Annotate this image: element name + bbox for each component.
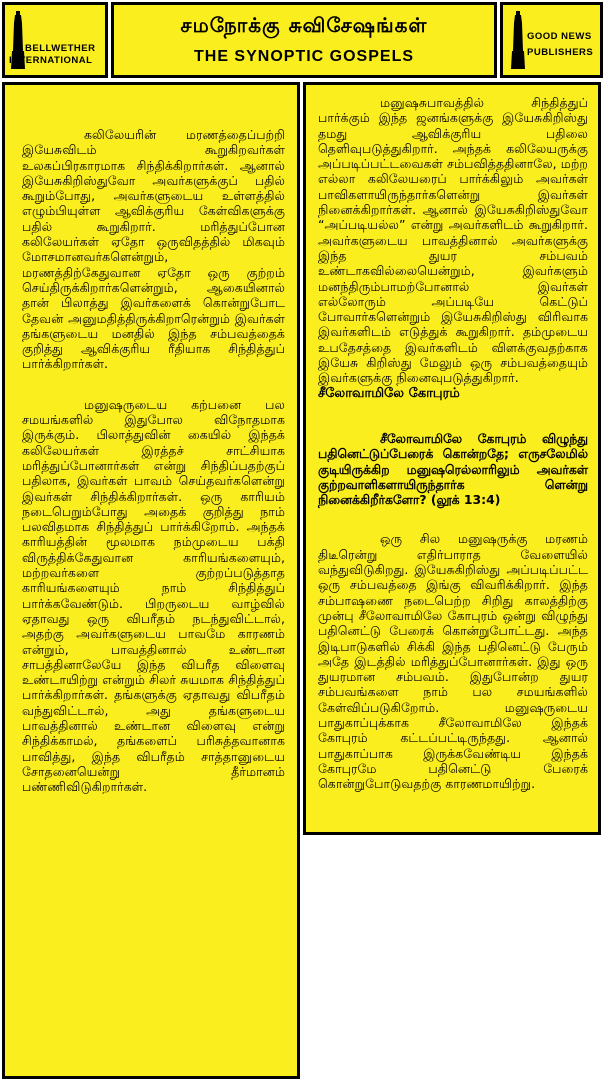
good-news-line2: PUBLISHERS [527, 47, 594, 58]
paragraph: மனுஷசுபாவத்தில் சிந்தித்துப் பார்க்கும் இந்த ஜனங்களுக்கு இயேசுகிறிஸ்து தமது ஆவிக்குரிய பதிலை தெளிவுபடுத்துகிறார். அந்தக் கலிலேயருக்கு அப்படிப்பட்டவைகள் சம்பவித்ததினாலே, மற்ற எல்லா கலிலேயரைப் பார்க்கிலும் அவர்கள் பாவிகளாயிருந்தார்களென்று இவர்கள் நினைக்கிறார்கள். ஆனால் இயேசுகிறிஸ்துவோ “அப்படியல்ல” என்று அவர்களிடம் கூறுகிறார். அவர்களுடைய பாவத்தினால் அவர்களுக்கு இந்த துயர சம்பவம் உண்டாகவில்லையென்றும், இவர்களும் மனந்திரும்பாமற்போனால் இவர்கள் எல்லோரும் அப்படியே கெட்டுப் போவார்களென்றும் இயேசுகிறிஸ்து விரிவாக இவர்களிடம் எடுத்துக் கூறுகிறார். தம்முடைய உபதேசத்தை இவர்களிடம் விளக்குவதற்காக இயேசு கிறிஸ்து மேலும் ஒரு சம்பவத்தையும் இவர்களுக்கு நினைவுபடுத்துகிறார். [318, 95, 588, 386]
bellwether-line2: INTERNATIONAL [9, 55, 93, 66]
tower-icon [511, 11, 525, 69]
title-box [111, 2, 497, 78]
bellwether-line1: BELLWETHER [25, 43, 96, 54]
right-column [303, 82, 601, 835]
page-title-tamil: சமநோக்கு சுவிசேஷங்கள் [180, 13, 428, 37]
right-column-text [306, 85, 598, 791]
left-column-text [5, 85, 297, 794]
paragraph: ஒரு சில மனுஷருக்கு மரணம் திடீரென்று எதிர்பாராத வேளையில் வந்துவிடுகிறது. இயேசுகிறிஸ்து அப்படிப்பட்ட ஒரு சம்பவத்தை இங்கு விவரிக்கிறார். இந்த சம்பாஷணை நடைபெற்ற சிறிது காலத்திற்கு முன்பு சீலோவாமிலே கோபுரம் ஒன்று விழுந்து பதினெட்டு பேரைக் கொன்றுபோட்டது. அந்த இடிபாடுகளில் சிக்கி இந்த பதினெட்டு பேரும் அதே இடத்தில் மரித்துப்போனார்கள். இது ஒரு துயரமான சம்பவம். இதுபோன்ற துயர சம்பவங்களை நாம் பல சமயங்களில் கேள்விப்படுகிறோம். மனுஷருடைய பாதுகாப்புக்காக சீலோவாமிலே இந்தக் கோபுரம் கட்டப்பட்டிருந்தது. ஆனால் பாதுகாப்பாக இருக்கவேண்டிய இந்தக் கோபுரமே பதினெட்டு பேரைக் கொன்றுபோடுவதற்கு காரணமாயிற்று. [318, 531, 588, 792]
paragraph: கலிலேயரின் மரணத்தைப்பற்றி இயேசுவிடம் கூறுகிறவர்கள் உலகப்பிரகாரமாக சிந்திக்கிறார்கள். ஆனால் இயேசுகிறிஸ்துவோ அவர்களுக்குப் பதில் கூறும்போது, அவர்களுடைய உள்ளத்தில் எழும்பியுள்ள ஆவிக்குரிய கேள்விகளுக்கு பதில் கூறுகிறார். மரித்துப்போன கலிலேயர்கள் ஏதோ ஒருவிதத்தில் மிகவும் மோசமானவர்களென்றும், மரணத்திற்கேதுவான ஏதோ ஒரு குற்றம் செய்திருக்கிறார்களென்றும், ஆகையினால் தான் பிலாத்து இவர்களைக் கொன்றுபோட தேவன் அனுமதித்திருக்கிறாரென்றும் இவர்கள் தங்களுடைய மனதில் இந்த சம்பவத்தைக் குறித்து ஆவிக்குரிய ரீதியாக சிந்தித்துப் பார்க்கிறார்கள். [22, 127, 285, 372]
page-title-english: THE SYNOPTIC GOSPELS [193, 48, 415, 65]
paragraph: மனுஷருடைய கற்பனை பல சமயங்களில் இதுபோல விநோதமாக இருக்கும். பிலாத்துவின் கையில் இந்தக் கலிலேயர்கள் இரத்தச் சாட்சியாக மரித்துப்போனார்கள் என்று சிந்திப்பதற்குப் பதிலாக, இவர்கள் பாவம் செய்தவர்களென்று இவர்கள் சிந்திக்கிறார்கள். ஒரு காரியம் நடைபெறும்போது அதைக் குறித்து நாம் பலவிதமாக சிந்தித்துப் பார்க்கிறோம். அந்தக் காரியத்தின் மூலமாக நம்முடைய பக்தி விருத்திக்கேதுவான காரியங்களையும், மற்றவர்களை குற்றப்படுத்தாத காரியங்களையும் நாம் சிந்தித்துப் பார்க்கவேண்டும். பிறருடைய வாழ்வில் ஏதாவது ஒரு விபரீதம் நடந்துவிட்டால், அதற்கு அவர்களுடைய பாவமே காரணம் என்றும், பாவத்தினால் உண்டான சாபத்தினாலேயே இந்த விபரீத விளைவு உண்டாயிற்று என்றும் சிலர் சுயமாக சிந்தித்துப் பார்க்கிறார்கள். தங்களுக்கு ஏதாவது விபரீதம் வந்துவிட்டால், அது தங்களுடைய பாவத்தினால் உண்டான விளைவு என்று சிந்திக்காமல், தங்களைப் பரிசுத்தவானாக பாவித்து, இந்த விபரீதம் சாத்தானுடைய சோதனையென்று தீர்மானம் பண்ணிவிடுகிறார்கள். [22, 396, 285, 795]
good-news-line1: GOOD NEWS [527, 31, 592, 42]
verse-quote: சீலோவாமிலே கோபுரம் விழுந்து பதினெட்டுப்பேரைக் கொன்றதே; எருசலேமில் குடியிருக்கிற மனுஷரெல்லாரிலும் அவர்கள் குற்றவாளிகளாயிருந்தார்க ளென்று நினைக்கிறீர்களோ? (லூக் 13:4) [318, 430, 588, 508]
good-news-logo-box [500, 2, 603, 78]
header [0, 0, 605, 80]
left-column [2, 82, 300, 1079]
bellwether-logo-box [2, 2, 108, 78]
section-title: சீலோவாமிலே கோபுரம் [318, 385, 460, 401]
